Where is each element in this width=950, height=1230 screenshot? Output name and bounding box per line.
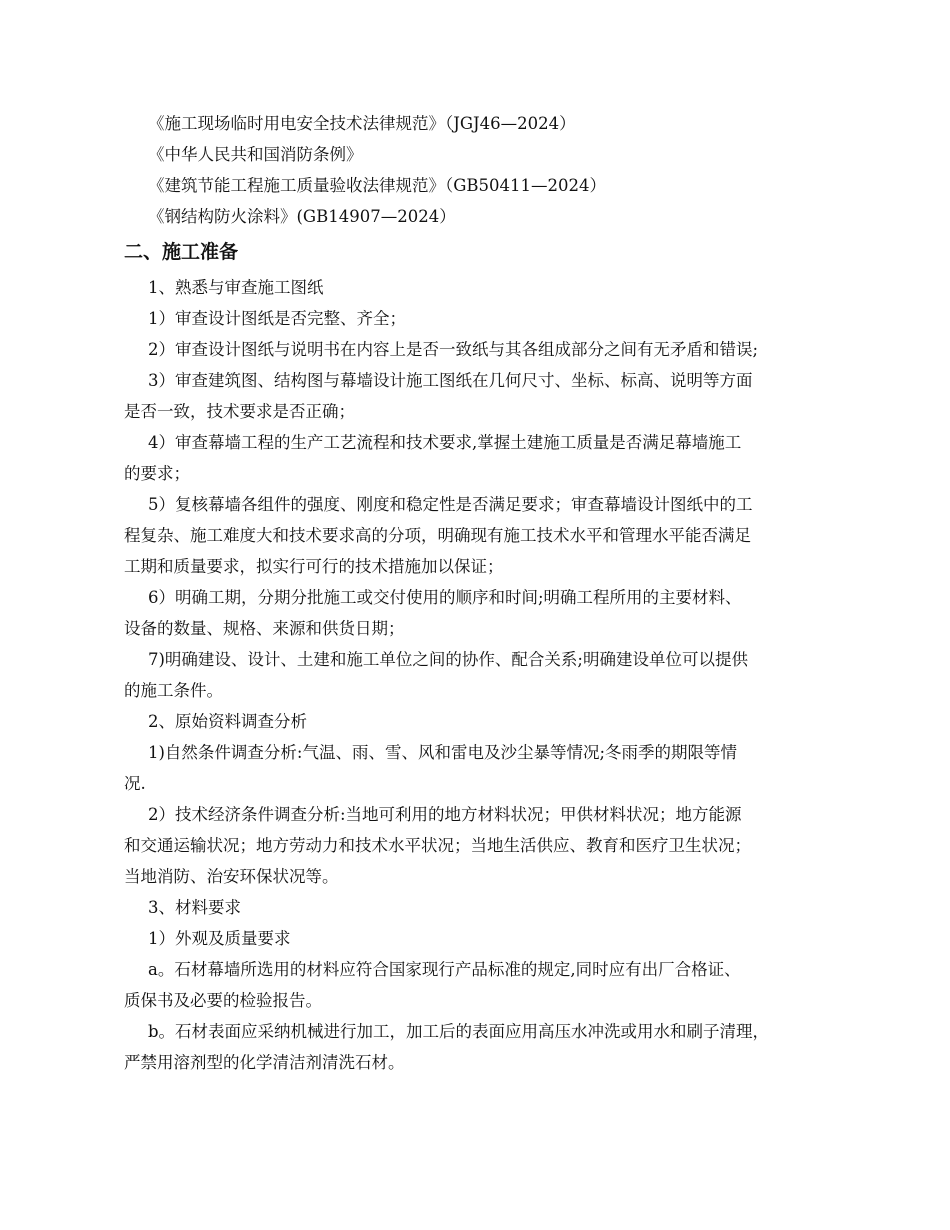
body-line: 1)自然条件调查分析:气温、雨、雪、风和雷电及沙尘暴等情况;冬雨季的期限等情 <box>148 743 738 762</box>
reference-line: 《钢结构防火涂料》(GB14907—2024） <box>148 207 456 226</box>
body-line: 7)明确建设、设计、土建和施工单位之间的协作、配合关系;明确建设单位可以提供 <box>148 650 748 669</box>
body-line: 4）审查幕墙工程的生产工艺流程和技术要求,掌握土建施工质量是否满足幕墙施工 <box>148 433 742 452</box>
body-line: 程复杂、施工难度大和技术要求高的分项，明确现有施工技术水平和管理水平能否满足 <box>124 526 751 545</box>
body-line: b。石材表面应采纳机械进行加工，加工后的表面应用高压水冲洗或用水和刷子清理， <box>148 1022 770 1041</box>
body-line: 是否一致，技术要求是否正确； <box>124 402 355 421</box>
body-line: 1）审查设计图纸是否完整、齐全； <box>148 309 406 328</box>
body-line: 严禁用溶剂型的化学清洁剂清洗石材。 <box>124 1053 405 1072</box>
body-line: 的要求； <box>124 464 190 483</box>
body-line: 5）复核幕墙各组件的强度、刚度和稳定性是否满足要求；审查幕墙设计图纸中的工 <box>148 495 753 514</box>
body-line: 质保书及必要的检验报告。 <box>124 991 322 1010</box>
body-line: 设备的数量、规格、来源和供货日期； <box>124 619 405 638</box>
document-page <box>124 108 834 1078</box>
body-line: 6）明确工期，分期分批施工或交付使用的顺序和时间;明确工程所用的主要材料、 <box>148 588 742 607</box>
subsection-title: 2、原始资料调查分析 <box>148 712 307 731</box>
body-line: 和交通运输状况；地方劳动力和技术水平状况；当地生活供应、教育和医疗卫生状况； <box>124 836 751 855</box>
body-line: 1）外观及质量要求 <box>148 929 291 948</box>
body-line: 当地消防、治安环保状况等。 <box>124 867 339 886</box>
reference-line: 《建筑节能工程施工质量验收法律规范》（GB50411—2024） <box>148 176 607 195</box>
body-line: 2）审查设计图纸与说明书在内容上是否一致纸与其各组成部分之间有无矛盾和错误; <box>148 340 759 359</box>
section-heading: 二、施工准备 <box>124 241 239 263</box>
body-line: 3）审查建筑图、结构图与幕墙设计施工图纸在几何尺寸、坐标、标高、说明等方面 <box>148 371 753 390</box>
body-line: 2）技术经济条件调查分析:当地可利用的地方材料状况；甲供材料状况；地方能源 <box>148 805 742 824</box>
reference-line: 《施工现场临时用电安全技术法律规范》（JGJ46—2024） <box>148 114 576 133</box>
reference-line: 《中华人民共和国消防条例》 <box>148 145 363 164</box>
subsection-title: 1、熟悉与审查施工图纸 <box>148 278 324 297</box>
body-line: 的施工条件。 <box>124 681 223 700</box>
body-line: a。石材幕墙所选用的材料应符合国家现行产品标准的规定,同时应有出厂合格证、 <box>148 960 741 979</box>
body-line: 工期和质量要求，拟实行可行的技术措施加以保证； <box>124 557 504 576</box>
body-line: 况. <box>124 774 146 793</box>
subsection-title: 3、材料要求 <box>148 898 241 917</box>
